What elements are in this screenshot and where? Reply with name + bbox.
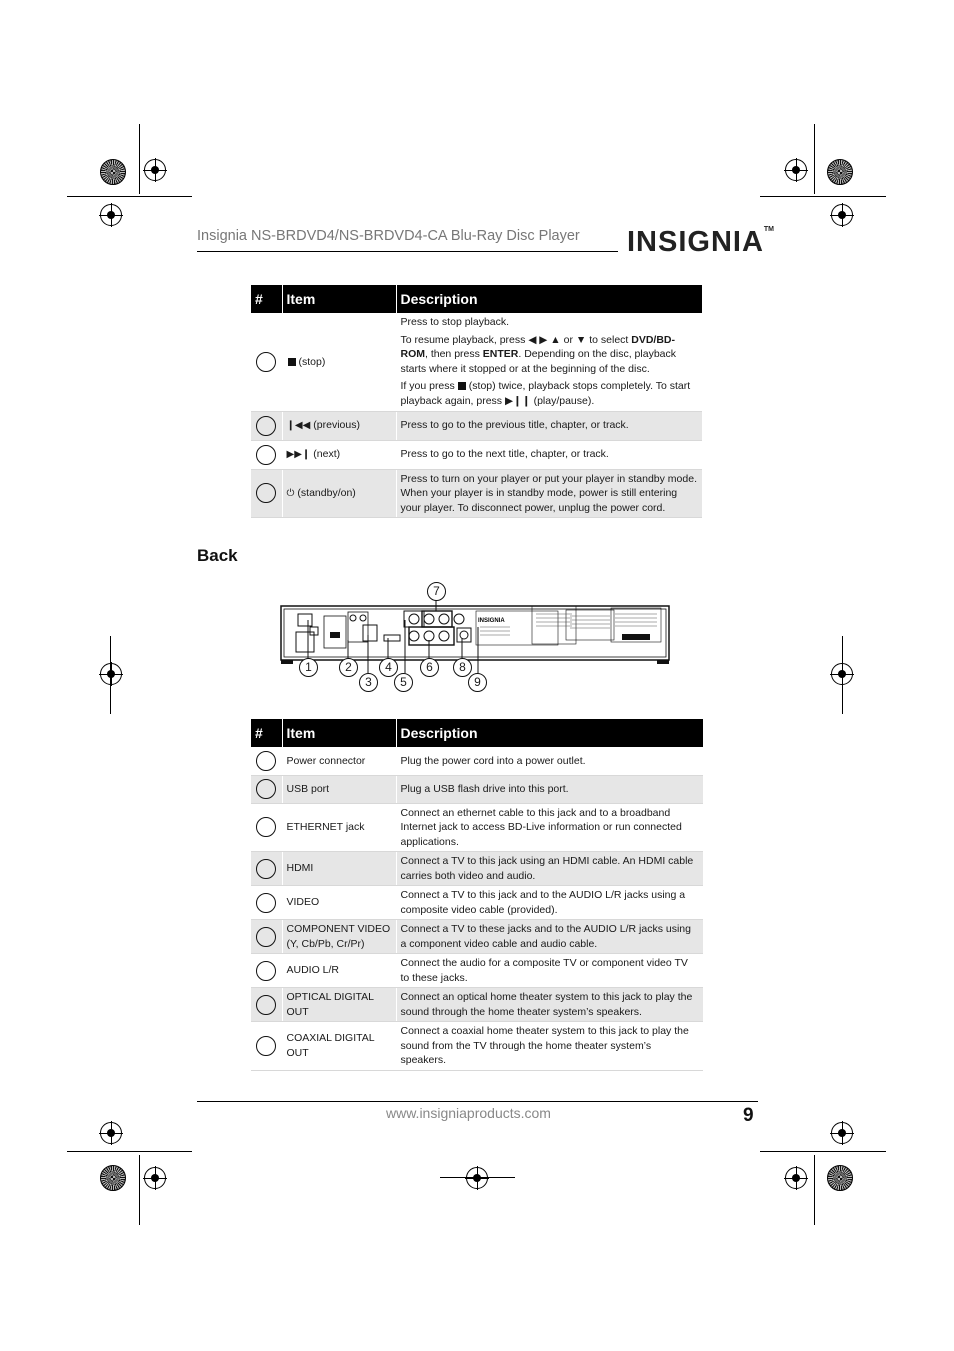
section-title-back: Back — [197, 546, 238, 565]
item-label: (next) — [313, 447, 341, 460]
description-cell: Connect a TV to this jack using an HDMI cable. An HDMI cable carries both video and audio. — [396, 852, 703, 886]
registration-mark-icon — [100, 663, 122, 685]
table-row — [251, 440, 702, 469]
description-cell: Connect the audio for a composite TV or component video TV to these jacks. — [396, 954, 703, 988]
description-cell: Plug the power cord into a power outlet. — [396, 747, 703, 775]
power-icon: ⏻ — [286, 487, 295, 499]
table-header-row — [251, 285, 702, 313]
registration-star-icon — [100, 1165, 126, 1191]
registration-mark-icon — [144, 159, 166, 181]
item-cell: VIDEO — [282, 886, 396, 920]
callout-8: 8 — [453, 658, 472, 677]
crop-mark — [760, 1151, 886, 1152]
table-row — [251, 775, 703, 803]
column-header-item: Item — [282, 719, 396, 747]
description-cell: Connect a TV to this jack and to the AUDIO L/R jacks using a composite video cable (provided). — [396, 886, 703, 920]
column-header-description: Description — [396, 719, 703, 747]
registration-mark-icon — [466, 1167, 488, 1189]
callout-6: 6 — [420, 658, 439, 677]
table-row — [251, 886, 703, 920]
registration-mark-icon — [100, 1122, 122, 1144]
item-cell: USB port — [282, 775, 396, 803]
crop-mark — [814, 1155, 815, 1225]
stop-icon — [288, 358, 296, 366]
item-cell — [282, 313, 396, 411]
table-row — [251, 313, 702, 411]
description-cell: Connect a coaxial home theater system to this jack to play the sound from the TV through the home theater system’s speakers. — [396, 1022, 703, 1071]
description-cell: Press to go to the previous title, chapter, or track. — [396, 411, 702, 440]
number-circle — [256, 416, 276, 436]
registration-mark-icon — [144, 1167, 166, 1189]
callout-3: 3 — [359, 673, 378, 692]
logo-text: INSIGNIA — [627, 226, 764, 258]
table-header-row — [251, 719, 703, 747]
crop-mark — [760, 196, 886, 197]
description-text: To resume playback, press ◀ ▶ ▲ or ▼ to select DVD/BD-ROM, then press ENTER. Depending on the disc, playback starts where it stopped or at the beginning of the disc. — [400, 333, 676, 375]
logo-tm: TM — [763, 226, 775, 233]
table-row — [251, 920, 703, 954]
registration-star-icon — [827, 1165, 853, 1191]
registration-mark-icon — [831, 204, 853, 226]
description-text: Press to stop playback. — [400, 316, 510, 329]
column-header-number: # — [251, 719, 282, 747]
description-cell: Press to go to the next title, chapter, or track. — [396, 440, 702, 469]
description-cell: Connect a TV to these jacks and to the AUDIO L/R jacks using a component video cable and audio cable. — [396, 920, 703, 954]
number-circle — [256, 859, 276, 879]
play-pause-icon: ▶❙❙ — [504, 394, 531, 407]
callout-7: 7 — [427, 582, 446, 601]
back-panel-diagram — [270, 580, 680, 695]
crop-mark — [139, 1155, 140, 1225]
table-row — [251, 747, 703, 775]
description-cell: Connect an optical home theater system to this jack to play the sound through the home theater system’s speakers. — [396, 988, 703, 1022]
table-row — [251, 469, 702, 518]
number-circle — [256, 352, 276, 372]
footer-url: www.insigniaproducts.com — [386, 1105, 551, 1121]
table-row — [251, 852, 703, 886]
registration-mark-icon — [831, 1122, 853, 1144]
table-row — [251, 988, 703, 1022]
number-circle — [256, 483, 276, 503]
header-title: Insignia NS-BRDVD4/NS-BRDVD4-CA Blu-Ray Disc Player — [197, 228, 580, 244]
registration-mark-icon — [785, 1167, 807, 1189]
header-rule — [197, 251, 618, 252]
number-circle — [256, 893, 276, 913]
crop-mark — [139, 124, 140, 194]
description-cell: Press to turn on your player or put your player in standby mode. When your player is in standby mode, power is still entering your player. To disconnect power, unplug the power cord. — [396, 469, 702, 518]
item-label: (previous) — [313, 418, 360, 431]
item-cell: COMPONENT VIDEO (Y, Cb/Pb, Cr/Pr) — [282, 920, 396, 954]
stop-icon — [458, 382, 466, 390]
item-cell: ETHERNET jack — [282, 803, 396, 852]
footer-rule — [197, 1101, 758, 1102]
callout-1: 1 — [299, 658, 318, 677]
table-row — [251, 803, 703, 852]
registration-mark-icon — [100, 204, 122, 226]
item-label: (stop) — [298, 355, 326, 368]
back-panel-table — [251, 719, 703, 1071]
callout-9: 9 — [468, 673, 487, 692]
callout-4: 4 — [379, 658, 398, 677]
diagram-brand: INSIGNIA — [478, 618, 505, 624]
number-circle — [256, 779, 276, 799]
callout-5: 5 — [394, 673, 413, 692]
arrow-down-icon: ▼ — [575, 333, 587, 346]
item-cell: HDMI — [282, 852, 396, 886]
crop-mark — [67, 1151, 192, 1152]
item-cell: OPTICAL DIGITAL OUT — [282, 988, 396, 1022]
registration-star-icon — [100, 159, 126, 185]
number-circle — [256, 751, 276, 771]
description-cell: Connect an ethernet cable to this jack and to a broadband Internet jack to access BD-Live information or run connected applications. — [396, 803, 703, 852]
number-circle — [256, 1036, 276, 1056]
page-number: 9 — [743, 1105, 754, 1126]
item-cell — [282, 411, 396, 440]
table-row — [251, 1022, 703, 1071]
registration-mark-icon — [785, 159, 807, 181]
registration-star-icon — [827, 159, 853, 185]
column-header-description: Description — [396, 285, 702, 313]
table-row — [251, 954, 703, 988]
number-circle — [256, 817, 276, 837]
item-label: (standby/on) — [297, 486, 356, 499]
number-circle — [256, 995, 276, 1015]
column-header-number: # — [251, 285, 282, 313]
column-header-item: Item — [282, 285, 396, 313]
next-icon: ▶▶❙ — [286, 448, 311, 460]
number-circle — [256, 445, 276, 465]
crop-mark — [67, 196, 192, 197]
description-cell — [396, 313, 702, 411]
item-cell — [282, 469, 396, 518]
item-cell: Power connector — [282, 747, 396, 775]
item-cell: COAXIAL DIGITAL OUT — [282, 1022, 396, 1071]
item-cell — [282, 440, 396, 469]
previous-icon: ❙◀◀ — [286, 419, 311, 431]
description-cell: Plug a USB flash drive into this port. — [396, 775, 703, 803]
front-panel-table — [251, 285, 702, 518]
crop-mark — [814, 124, 815, 194]
number-circle — [256, 927, 276, 947]
number-circle — [256, 961, 276, 981]
crop-mark — [842, 636, 843, 714]
table-row — [251, 411, 702, 440]
crop-mark — [110, 636, 111, 714]
callout-2: 2 — [339, 658, 358, 677]
item-cell: AUDIO L/R — [282, 954, 396, 988]
description-text: If you press (stop) twice, playback stops completely. To start playback again, press ▶❙❙ (play/pause). — [400, 380, 691, 407]
crop-mark — [440, 1177, 515, 1178]
arrow-left-right-up-icon: ◀ ▶ ▲ — [528, 333, 561, 346]
insignia-logo — [627, 226, 774, 259]
